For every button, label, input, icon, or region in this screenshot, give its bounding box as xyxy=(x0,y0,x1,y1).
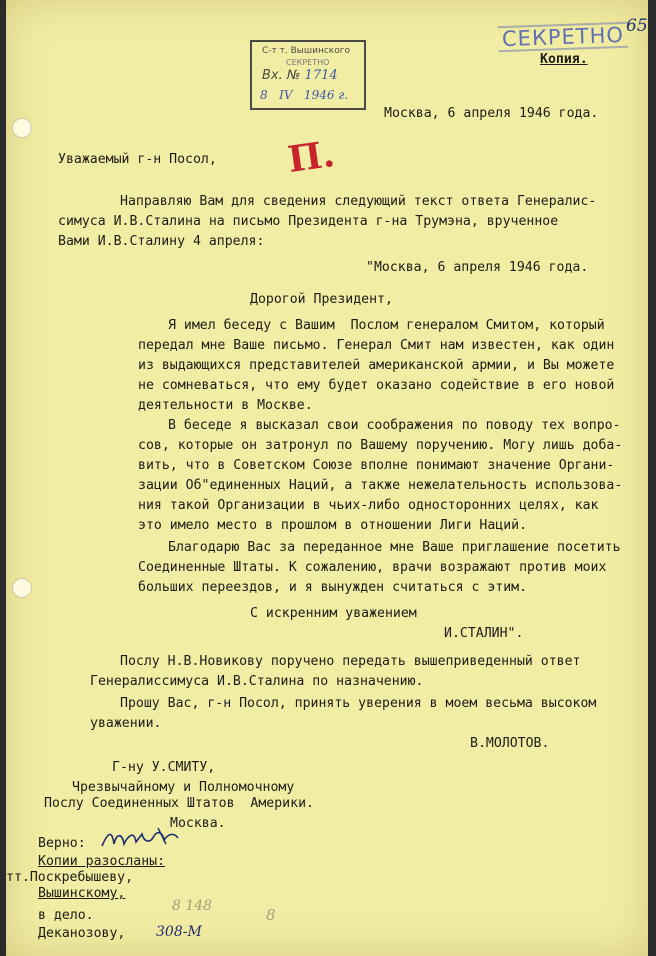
place-date: Москва, 6 апреля 1946 года. xyxy=(384,106,599,121)
letter-line: передал мне Ваше письмо. Генерал Смит нам известен, как один xyxy=(138,338,615,353)
letter-line: вить, что в Советском Союзе вполне понимают значение Органи- xyxy=(138,458,615,473)
bottom-note: 308-М xyxy=(156,924,202,940)
letter-line: Я имел беседу с Вашим Послом генералом Смитом, который xyxy=(168,318,605,333)
verno-label: Верно: xyxy=(38,836,86,851)
intro-line: симуса И.В.Сталина на письмо Президента г-на Трумэна, врученное xyxy=(58,214,559,229)
body-line: Генералиссимуса И.В.Сталина по назначению. xyxy=(90,674,424,689)
copy-recipient: Вышинскому, xyxy=(38,886,126,901)
stamp-office: С-т т. Вышинского xyxy=(262,46,350,56)
closing: С искренним уважением xyxy=(250,606,417,621)
body-line: уважении. xyxy=(90,716,162,731)
copy-recipient: Деканозову, xyxy=(38,926,126,941)
letter-line: зации Об"единенных Наций, а также нежелательность использова- xyxy=(138,478,623,493)
letter-line: деятельности в Москве. xyxy=(138,398,313,413)
body-line: Прошу Вас, г-н Посол, принять уверения в моем весьма высоком xyxy=(120,696,597,711)
stamp-date: 8 IV 1946 г. xyxy=(260,88,349,102)
body-line: Послу Н.В.Новикову поручено передать вышеприведенный ответ xyxy=(120,654,581,669)
punch-hole xyxy=(12,578,32,598)
letter-line: больших переездов, и я вынужден считаться с этим. xyxy=(138,580,528,595)
intro-line: Вами И.В.Сталину 4 апреля: xyxy=(58,234,265,249)
letter-line: сов, которые он затронул по Вашему поручению. Могу лишь доба- xyxy=(138,438,623,453)
copy-label: Копия. xyxy=(540,52,588,67)
intro-line: Направляю Вам для сведения следующий текст ответа Генералис- xyxy=(120,194,597,209)
red-mark: П. xyxy=(285,132,338,182)
letter-line: из выдающихся представителей американской армии, и Вы можете xyxy=(138,358,615,373)
quote-date: "Москва, 6 апреля 1946 года. xyxy=(366,260,589,275)
dear-president: Дорогой Президент, xyxy=(250,292,393,307)
letter-line: не сомневаться, что ему будет оказано содействие в его новой xyxy=(138,378,615,393)
letter-line: ния такой Организации в чьих-либо односторонних целях, как xyxy=(138,498,599,513)
letter-line: Благодарю Вас за переданное мне Ваше приглашение посетить xyxy=(168,540,621,555)
registration-stamp xyxy=(250,40,366,110)
stamp-in-number: Вх. № 1714 xyxy=(262,68,338,83)
addressee-line: Чрезвычайному и Полномочному xyxy=(72,780,295,795)
addressee-line: Москва. xyxy=(170,816,226,831)
addressee-line: Послу Соединенных Штатов Америки. xyxy=(44,796,314,811)
addressee-line: Г-ну У.СМИТУ, xyxy=(112,760,216,775)
copies-label: Копии разосланы: xyxy=(38,854,166,869)
faint-pencil-mark: 8 xyxy=(266,906,276,924)
faint-pencil-mark: 8 148 xyxy=(172,898,213,914)
page-number: 65 xyxy=(626,16,648,36)
stalin-signature: И.СТАЛИН". xyxy=(444,626,524,641)
document-page xyxy=(6,0,648,956)
salutation: Уважаемый г-н Посол, xyxy=(58,152,217,167)
copy-recipient: тт.Поскребышеву, xyxy=(6,870,134,885)
copy-recipient: в дело. xyxy=(38,908,94,923)
letter-line: В беседе я высказал свои соображения по поводу тех вопро- xyxy=(168,418,621,433)
secret-stamp: СЕКРЕТНО xyxy=(498,22,629,53)
molotov-signature: В.МОЛОТОВ. xyxy=(470,736,550,751)
punch-hole xyxy=(12,118,32,138)
letter-line: Соединенные Штаты. К сожалению, врачи возражают против моих xyxy=(138,560,607,575)
stamp-secret-mark: СЕКРЕТНО xyxy=(286,58,330,67)
handwritten-signature xyxy=(98,824,188,854)
letter-line: это имело место в прошлом в отношении Лиги Наций. xyxy=(138,518,528,533)
